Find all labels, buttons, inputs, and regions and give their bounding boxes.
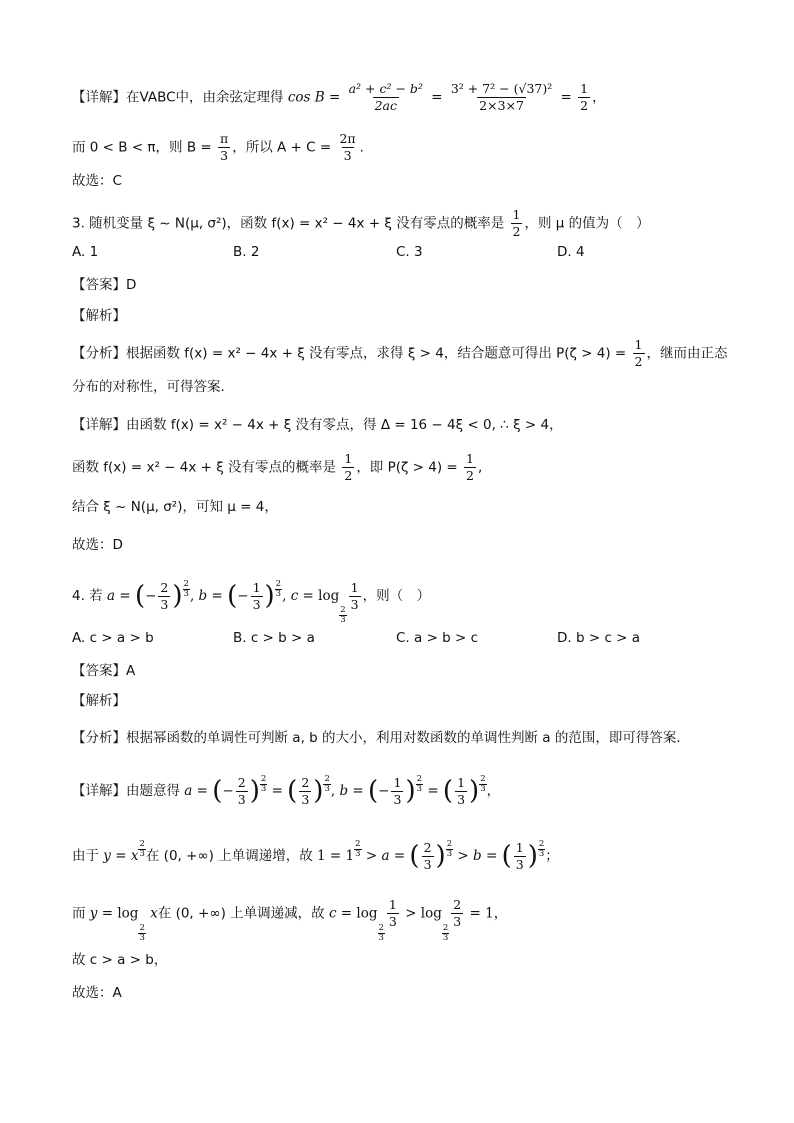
q4-option-a: A. c > a > b: [72, 630, 154, 646]
detail-label: 【详解】: [72, 89, 126, 106]
q3-fenxi-line1: 【分析】根据函数 f(x) = x² − 4x + ξ 没有零点，求得 ξ > 4，结合题意可得出 P(ζ > 4) = $\frac{1}{2}$ ，继而由正态: [72, 337, 728, 369]
q4-option-b: B. c > b > a: [233, 630, 315, 646]
q3-analysis-label: 【解析】: [72, 308, 126, 324]
q3-detail-line2: 函数 f(x) = x² − 4x + ξ 没有零点的概率是 $\frac{1}{2}$ ，即 P(ζ > 4) = $\frac{1}{2}$ ,: [72, 451, 483, 483]
q3-fenxi-line2: 分布的对称性，可得答案.: [72, 379, 225, 395]
pi-frac: $\frac{\pi}{3}$: [220, 131, 229, 163]
q4-answer: 【答案】A: [72, 663, 136, 679]
q4-detail-line1: 【详解】由题意得 a = (− $\frac{2}{3}$ ) $\frac{2}{3}$ = ( $\frac{2}{3}$ ) $\frac{2}{3}$ , b = (− $\frac{1}{3}$ ) $\frac{2}{3}$ = ( $\frac{1}{3}$ ) $\frac{2}{3}$ ，: [72, 774, 501, 807]
q4-detail-line3: 而 y = log $\frac{2}{3}$ x在 (0, +∞) 上单调递减，故 c = log $\frac{2}{3}$ $\frac{1}{3}$ > log $\frac{2}{3}$ $\frac{2}{3}$ = 1，: [72, 897, 508, 943]
q2-angle-line: 而 0 < B < π，则 B = $\frac{\pi}{3}$ ，所以 A + C = $\frac{2\pi}{3}$ .: [72, 131, 364, 163]
half-frac: $\frac{1}{2}$: [634, 337, 643, 369]
q4-option-c: C. a > b > c: [396, 630, 479, 646]
q4-detail-line2: 由于 y = x $\frac{2}{3}$ 在 (0, +∞) 上单调递增，故 1 = 1 $\frac{2}{3}$ > a = ( $\frac{2}{3}$ ) $\frac{2}{3}$ > b = ( $\frac{1}{3}$ ) $\frac{2}{3}$ ；: [72, 839, 559, 872]
q4-stem: 4. 若 a = (− $\frac{2}{3}$ ) $\frac{2}{3}$ , b = (− $\frac{1}{3}$ ) $\frac{2}{3}$ , c = log $\frac{2}{3}$ $\frac{1}{3}$ ，则（ ）: [72, 579, 431, 625]
cosb: cos B =: [287, 89, 341, 106]
q4-option-d: D. b > c > a: [557, 630, 641, 646]
cos-frac-2: $\frac{\text{3² + 7² − (√37)²}}{2\times 3\times 7}$: [450, 81, 553, 113]
q3-option-b: B. 2: [233, 244, 260, 260]
half-frac: $\frac{1}{2}$: [466, 451, 474, 483]
q2-text: 在VABC中，由余弦定理得: [126, 89, 284, 106]
q3-answer: 【答案】D: [72, 277, 137, 293]
half-frac: $\frac{1}{2}$: [512, 207, 521, 239]
q2-detail-line: 【详解】在VABC中，由余弦定理得 cos B = $\frac{\text{a² + c² − b²}}{2ac}$ = $\frac{\text{3² + 7² − (√37)²}}{2\times 3\times 7}$ = $\frac{1}{2}$ ，: [72, 81, 606, 113]
q3-choice: 故选：D: [72, 537, 123, 553]
q4-conclusion: 故 c > a > b，: [72, 952, 168, 968]
q3-stem: 3. 随机变量 ξ ~ N(μ, σ²)，函数 f(x) = x² − 4x + ξ 没有零点的概率是 $\frac{1}{2}$ ，则 μ 的值为（ ）: [72, 207, 650, 239]
q2-choice: 故选：C: [72, 173, 122, 189]
q3-detail-line1: 【详解】由函数 f(x) = x² − 4x + ξ 没有零点，得 Δ = 16 − 4ξ < 0, ∴ ξ > 4，: [72, 417, 563, 433]
pi2-frac: $\frac{2\pi}{3}$: [339, 131, 356, 163]
q4-fenxi: 【分析】根据幂函数的单调性可判断 a, b 的大小，利用对数函数的单调性判断 a 的范围，即可得答案.: [72, 730, 681, 746]
half-frac: $\frac{1}{2}$: [344, 451, 353, 483]
q4-analysis-label: 【解析】: [72, 693, 126, 709]
q4-choice: 故选：A: [72, 985, 122, 1001]
q3-option-c: C. 3: [396, 244, 423, 260]
cos-frac-1: $\frac{\text{a² + c² − b²}}{2ac}$: [348, 81, 423, 113]
q3-detail-line3: 结合 ξ ~ N(μ, σ²)，可知 μ = 4，: [72, 499, 278, 515]
cos-frac-3: $\frac{1}{2}$: [580, 81, 589, 113]
q3-option-a: A. 1: [72, 244, 99, 260]
q3-option-d: D. 4: [557, 244, 585, 260]
